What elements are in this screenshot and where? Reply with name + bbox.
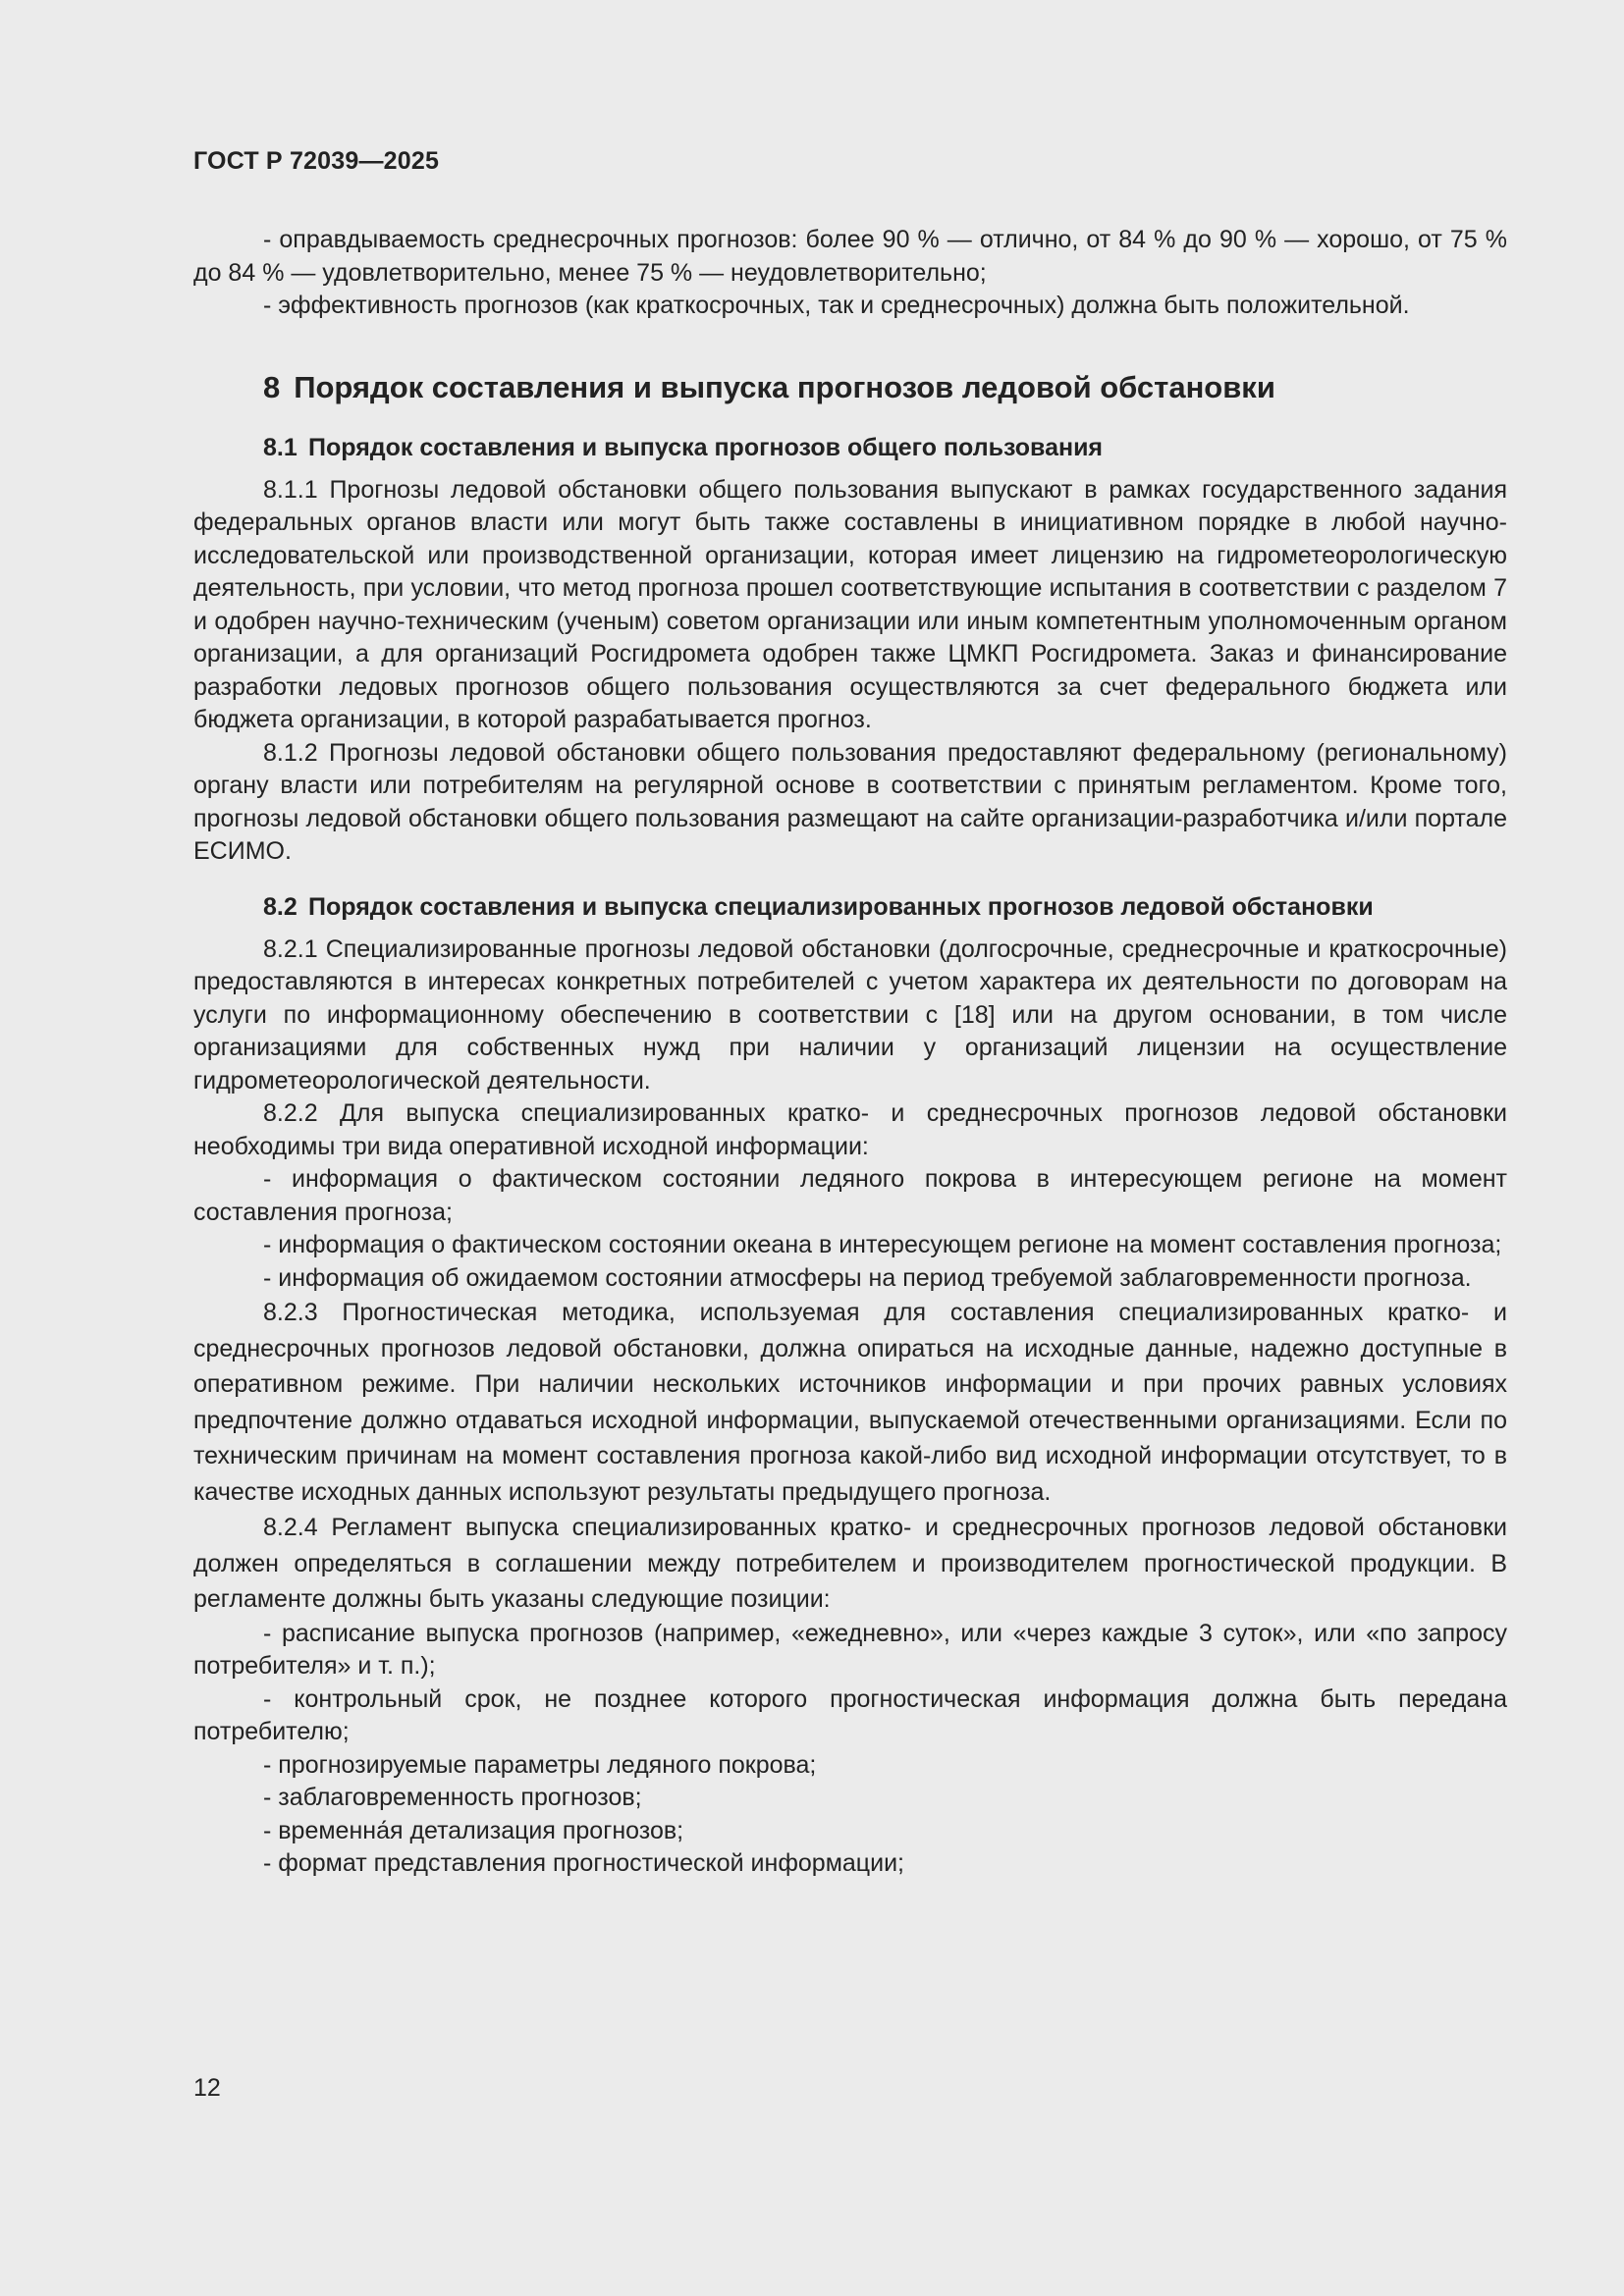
subsection-heading: [263, 431, 1507, 464]
list-item: - информация об ожидаемом состоянии атмосферы на период требуемой заблаговременности прогноза.: [263, 1263, 1472, 1292]
paragraph: 8.2.2 Для выпуска специализированных кратко- и среднесрочных прогнозов ледовой обстановки необходимы три вида оперативной исходной информации:: [193, 1099, 1507, 1160]
paragraph: 8.1.2 Прогнозы ледовой обстановки общего пользования предоставляют федеральному (региональному) органу власти или потребителям на регулярной основе в соответствии с принятым регламентом. Кроме того, прогнозы ледовой обстановки общего пользования размещают на сайте организации-разработчика и/или портале ЕСИМО.: [193, 738, 1507, 865]
paragraph: 8.2.1 Специализированные прогнозы ледовой обстановки (долгосрочные, среднесрочные и краткосрочные) предоставляются в интересах конкретных потребителей с учетом характера их деятельности по договорам на услуги по информационному обеспечению в соответствии с [18] или на другом основании, в том числе организациями для собственных нужд при наличии у организаций лицензии на осуществление гидрометеорологической деятельности.: [193, 934, 1507, 1095]
list-item: - формат представления прогностической информации;: [263, 1849, 904, 1877]
subsection-number: 8.2: [263, 892, 298, 921]
subsection-number: 8.1: [263, 433, 298, 461]
list-item: - информация о фактическом состоянии ледяного покрова в интересующем регионе на момент составления прогноза;: [193, 1165, 1507, 1226]
list-item: - информация о фактическом состоянии океана в интересующем регионе на момент составления прогноза;: [263, 1231, 1502, 1258]
subsection-heading: [263, 890, 1507, 924]
paragraph: 8.1.1 Прогнозы ледовой обстановки общего пользования выпускают в рамках государственного задания федеральных органов власти или могут быть также составлены в инициативном порядке в любой научно-исследовательской или производственной организации, которая имеет лицензию на гидрометеорологическую деятельность, при условии, что метод прогноза прошел соответствующие испытания в соответствии с разделом 7 и одобрен научно-техническим (ученым) советом организации или иным компетентным уполномоченным органом организации, а для организаций Росгидромета одобрен также ЦМКП Росгидромета. Заказ и финансирование разработки ледовых прогнозов общего пользования осуществляются за счет федерального бюджета или бюджета организации, в которой разрабатывается прогноз.: [193, 475, 1507, 733]
list-item: - расписание выпуска прогнозов (например, «ежедневно», или «через каждые 3 суток», или «по запросу потребителя» и т. п.);: [193, 1619, 1507, 1680]
section-title: Порядок составления и выпуска прогнозов ледовой обстановки: [294, 369, 1275, 404]
list-item: - прогнозируемые параметры ледяного покрова;: [263, 1750, 817, 1779]
subsection-title: Порядок составления и выпуска прогнозов общего пользования: [308, 433, 1104, 461]
list-item: - оправдываемость среднесрочных прогнозов: более 90 % — отлично, от 84 % до 90 % — хорошо, от 75 % до 84 % — удовлетворительно, менее 75 % — неудовлетворительно;: [193, 226, 1507, 287]
paragraph: 8.2.4 Регламент выпуска специализированных кратко- и среднесрочных прогнозов ледовой обстановки должен определяться в соглашении между потребителем и производителем прогностической продукции. В регламенте должны быть указаны следующие позиции:: [193, 1514, 1507, 1613]
page-content: [193, 224, 1507, 1881]
document-code: ГОСТ Р 72039—2025: [193, 147, 440, 175]
subsection-title: Порядок составления и выпуска специализированных прогнозов ледовой обстановки: [308, 892, 1374, 921]
paragraph: 8.2.3 Прогностическая методика, используемая для составления специализированных кратко- и среднесрочных прогнозов ледовой обстановки, должна опираться на исходные данные, надежно доступные в оперативном режиме. При наличии нескольких источников информации и при прочих равных условиях предпочтение должно отдаваться исходной информации, выпускаемой отечественными организациями. Если по техническим причинам на момент составления прогноза какой-либо вид исходной информации отсутствует, то в качестве исходных данных используют результаты предыдущего прогноза.: [193, 1299, 1507, 1506]
section-number: 8: [263, 369, 281, 404]
section-heading: [263, 368, 1507, 407]
list-item: - временна́я детализация прогнозов;: [263, 1816, 684, 1844]
list-item: - эффективность прогнозов (как краткосрочных, так и среднесрочных) должна быть положительной.: [263, 292, 1410, 319]
list-item: - заблаговременность прогнозов;: [263, 1784, 642, 1811]
page-number: 12: [193, 2074, 221, 2102]
list-item: - контрольный срок, не позднее которого прогностическая информация должна быть передана потребителю;: [193, 1684, 1507, 1745]
